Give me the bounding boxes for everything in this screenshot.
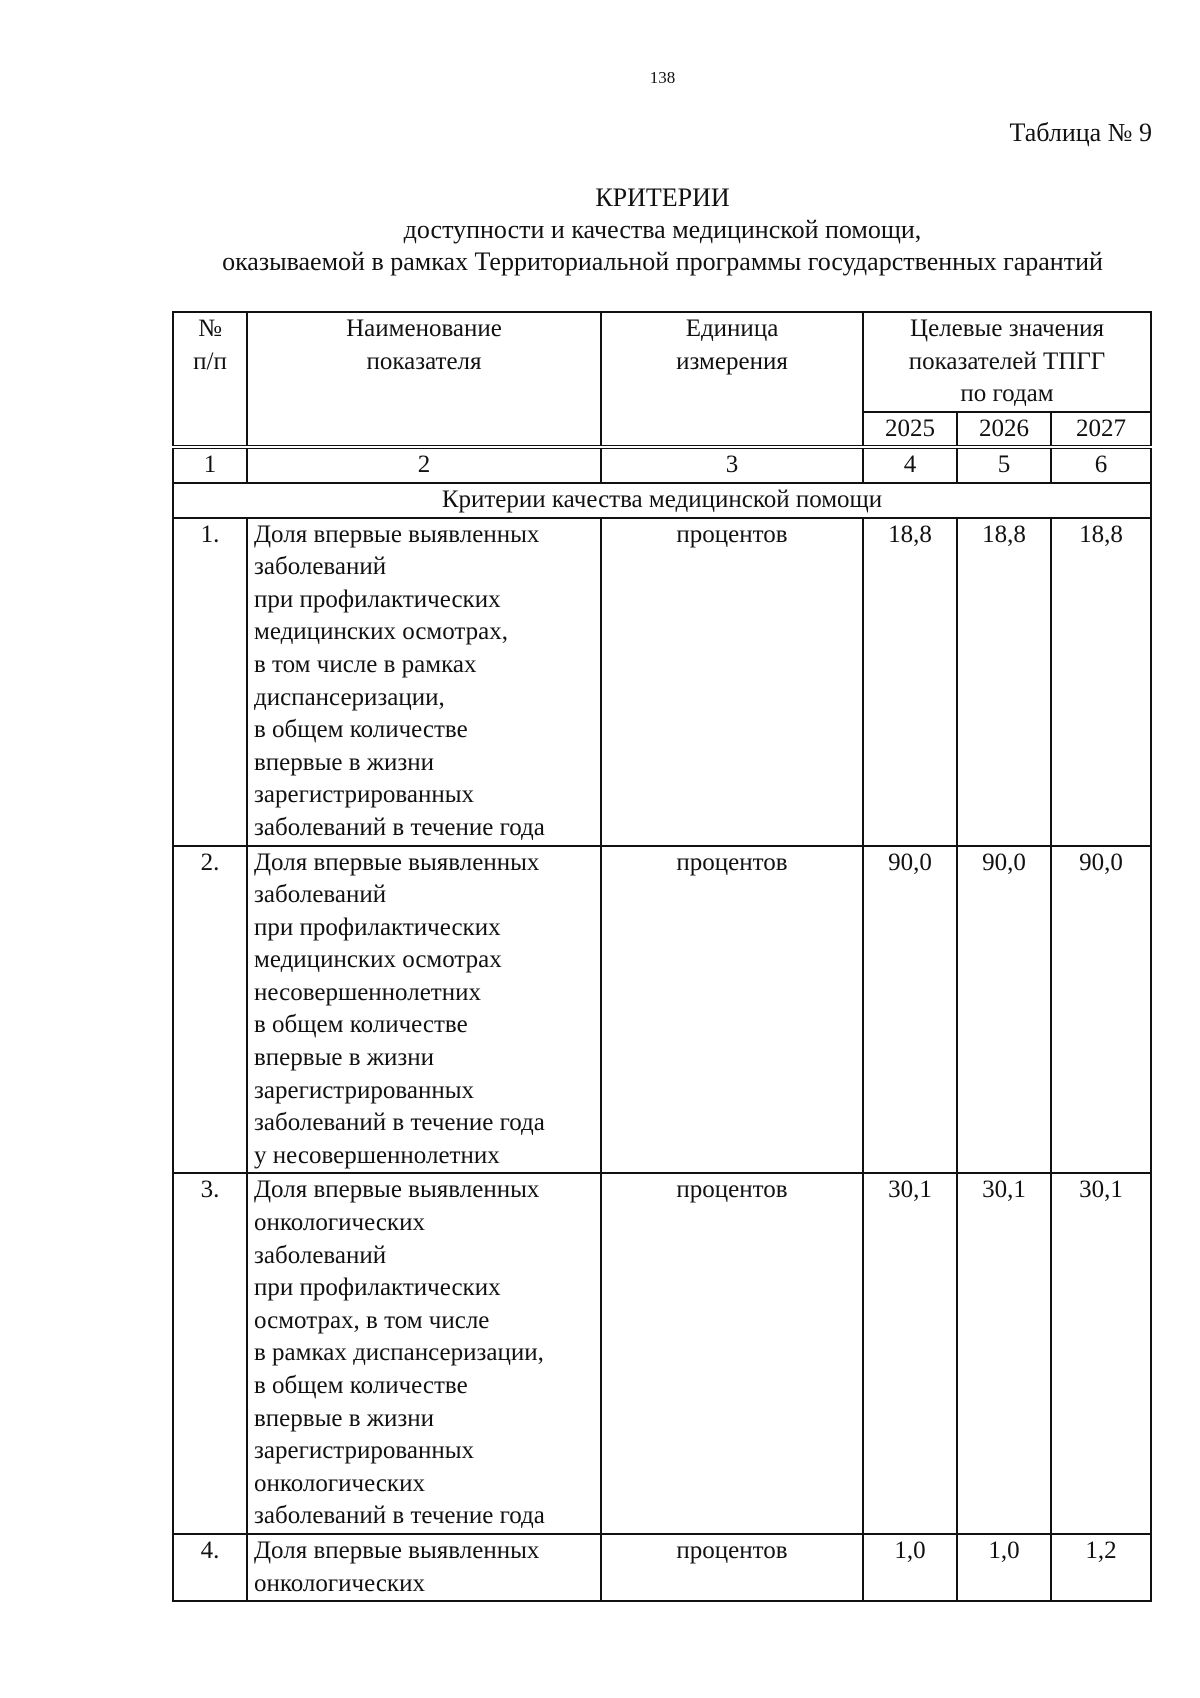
section-row [173, 483, 1151, 518]
column-number: 1 [173, 447, 247, 483]
indicator-rows [173, 518, 1151, 1602]
header-unit: Единица измерения [601, 312, 863, 447]
indicator-name-line: заболеваний [254, 553, 387, 581]
column-numbers-row [173, 447, 1151, 483]
target-value-2025: 30,1 [863, 1173, 957, 1534]
indicator-name [247, 518, 601, 846]
target-value-2025: 90,0 [863, 846, 957, 1174]
row-number: 2. [173, 846, 247, 1174]
indicator-name-line: впервые в жизни [254, 748, 435, 776]
indicator-name-line: в общем количестве [254, 1011, 468, 1039]
indicator-name-line: онкологических [254, 1469, 425, 1497]
indicator-name-line: осмотрах, в том числе [254, 1306, 490, 1334]
indicator-name-line: зарегистрированных [254, 781, 475, 809]
page-number: 138 [649, 68, 676, 87]
indicator-name-line: заболеваний в течение года [254, 813, 545, 841]
unit-of-measure: процентов [601, 518, 863, 846]
indicator-name-line: в рамках диспансеризации, [254, 1339, 544, 1367]
document-heading [0, 182, 1200, 278]
target-value-2025: 18,8 [863, 518, 957, 846]
indicator-name-line: заболеваний в течение года [254, 1109, 545, 1137]
header-target-values: Целевые значения показателей ТПГГ по годам [863, 312, 1151, 412]
target-value-2026: 30,1 [957, 1173, 1051, 1534]
section-title: Критерии качества медицинской помощи [173, 483, 1151, 518]
indicator-name-line: Доля впервые выявленных [254, 1176, 540, 1204]
indicator-name-line: медицинских осмотрах, [254, 618, 508, 646]
row-number: 4. [173, 1534, 247, 1601]
row-number: 3. [173, 1173, 247, 1534]
indicator-name-line: заболеваний в течение года [254, 1502, 545, 1530]
indicator-name-line: при профилактических [254, 1274, 501, 1302]
indicator-name-line: впервые в жизни [254, 1044, 435, 1072]
target-value-2025: 1,0 [863, 1534, 957, 1601]
column-number: 2 [247, 447, 601, 483]
table-row [173, 518, 1151, 846]
indicator-name-line: медицинских осмотрах [254, 946, 502, 974]
indicator-name-line: при профилактических [254, 913, 501, 941]
indicator-name [247, 846, 601, 1174]
indicator-name-line: заболеваний [254, 1241, 387, 1269]
indicator-name [247, 1534, 601, 1601]
indicator-name-line: Доля впервые выявленных [254, 1536, 540, 1564]
column-number: 5 [957, 447, 1051, 483]
table-body [173, 447, 1151, 517]
indicator-name-line: онкологических [254, 1209, 425, 1237]
column-number: 3 [601, 447, 863, 483]
target-value-2026: 1,0 [957, 1534, 1051, 1601]
unit-of-measure: процентов [601, 1534, 863, 1601]
target-value-2027: 90,0 [1051, 846, 1151, 1174]
header-name: Наименование показателя [247, 312, 601, 447]
target-value-2027: 18,8 [1051, 518, 1151, 846]
column-number: 4 [863, 447, 957, 483]
target-value-2026: 90,0 [957, 846, 1051, 1174]
indicator-name-line: при профилактических [254, 585, 501, 613]
header-year-2027: 2027 [1051, 412, 1151, 448]
header-year-2026: 2026 [957, 412, 1051, 448]
criteria-table [172, 311, 1152, 1602]
unit-of-measure: процентов [601, 846, 863, 1174]
table-header [173, 312, 1151, 447]
indicator-name-line: онкологических [254, 1569, 425, 1597]
row-number: 1. [173, 518, 247, 846]
heading-line-2: доступности и качества медицинской помощи, [403, 215, 922, 244]
header-year-2025: 2025 [863, 412, 957, 448]
indicator-name-line: Доля впервые выявленных [254, 848, 540, 876]
indicator-name-line: диспансеризации, [254, 683, 445, 711]
indicator-name-line: заболеваний [254, 881, 387, 909]
target-value-2027: 1,2 [1051, 1534, 1151, 1601]
target-value-2027: 30,1 [1051, 1173, 1151, 1534]
indicator-name-line: в общем количестве [254, 716, 468, 744]
table-row [173, 1534, 1151, 1601]
column-number: 6 [1051, 447, 1151, 483]
unit-of-measure: процентов [601, 1173, 863, 1534]
indicator-name-line: Доля впервые выявленных [254, 520, 540, 548]
indicator-name-line: в том числе в рамках [254, 650, 477, 678]
heading-title: КРИТЕРИИ [595, 183, 730, 212]
table-label: Таблица № 9 [1009, 118, 1152, 147]
indicator-name-line: впервые в жизни [254, 1404, 435, 1432]
indicator-name [247, 1173, 601, 1534]
indicator-name-line: зарегистрированных [254, 1076, 475, 1104]
target-value-2026: 18,8 [957, 518, 1051, 846]
indicator-name-line: в общем количестве [254, 1372, 468, 1399]
table-row [173, 1173, 1151, 1534]
table-row [173, 846, 1151, 1174]
heading-line-3: оказываемой в рамках Территориальной программы государственных гарантий [222, 247, 1103, 276]
indicator-name-line: несовершеннолетних [254, 978, 481, 1006]
indicator-name-line: зарегистрированных [254, 1437, 475, 1465]
indicator-name-line: у несовершеннолетних [254, 1141, 500, 1169]
header-num: № п/п [173, 312, 247, 447]
